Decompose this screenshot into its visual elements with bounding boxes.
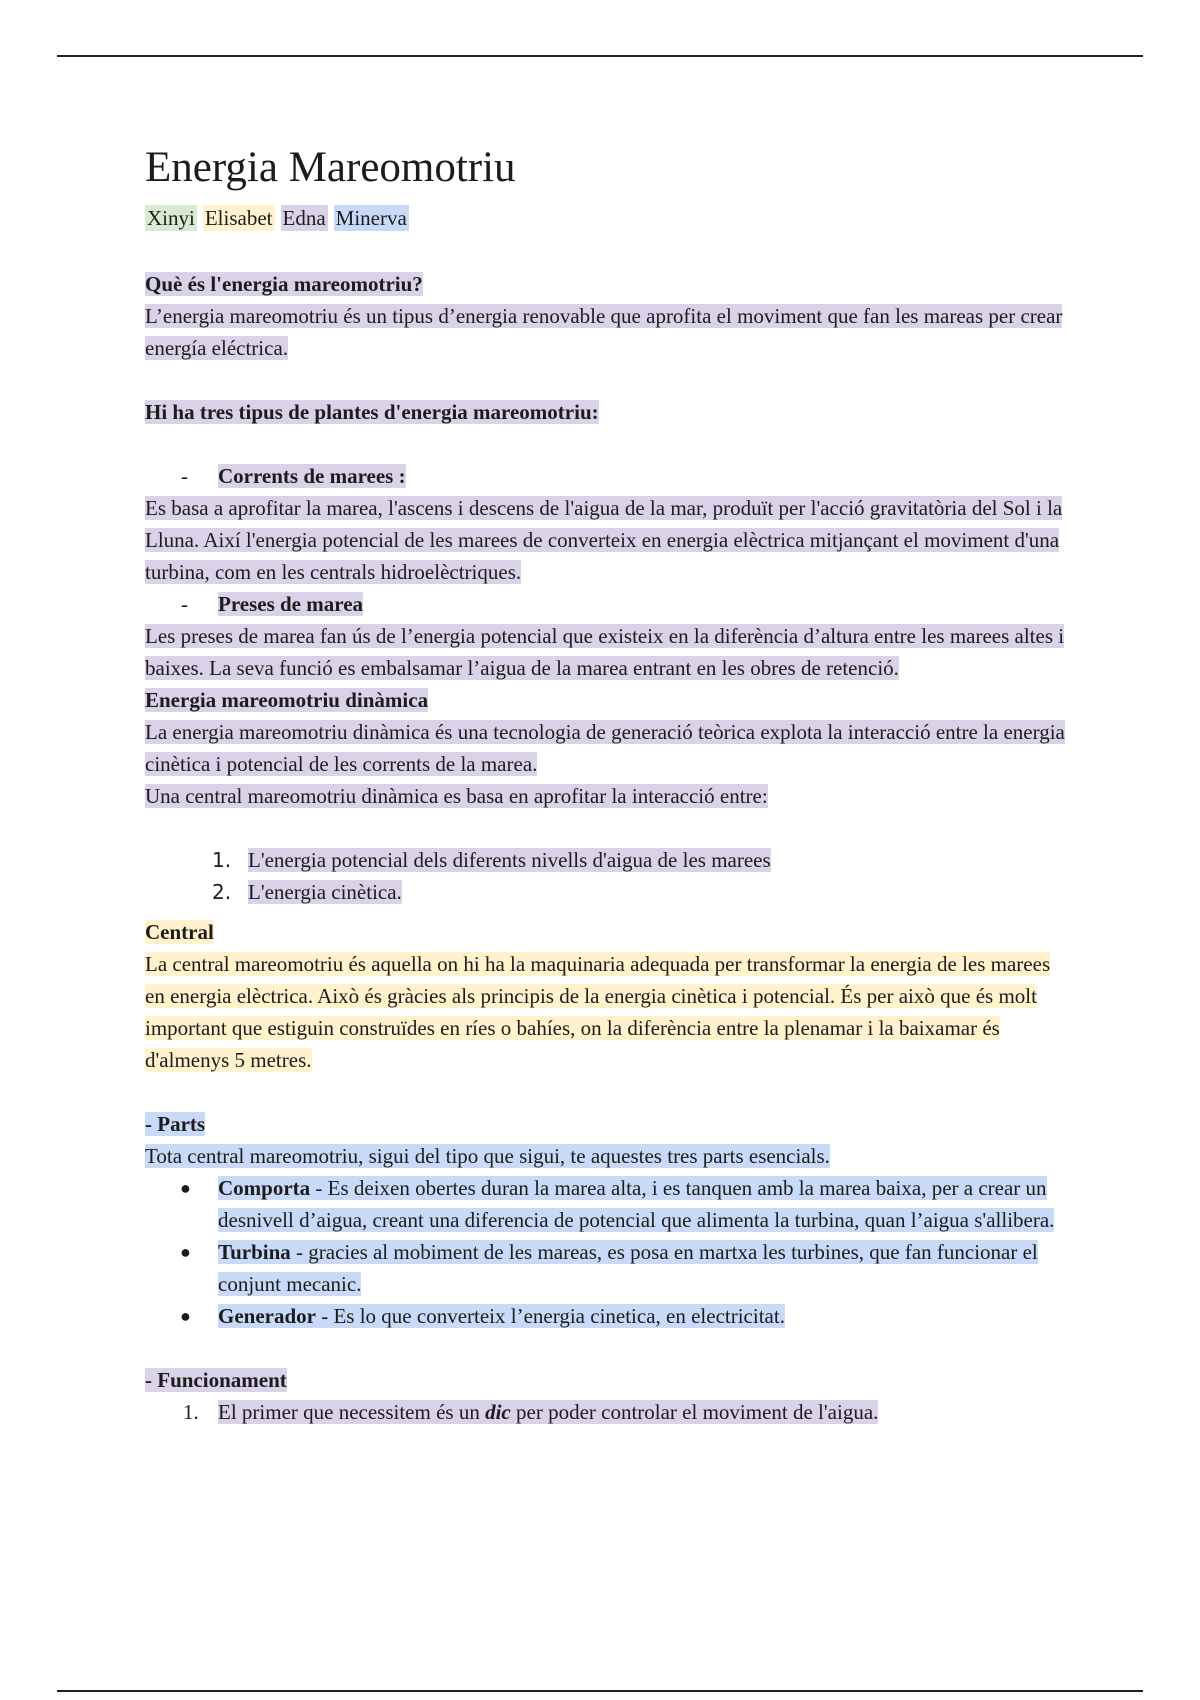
section-heading: - Funcionament [145,1368,287,1392]
list-item: 2. L'energia cinètica. [212,880,402,904]
paragraph: La central mareomotriu és aquella on hi ha la maquinaria adequada per transformar la energia de les marees en energia elèctrica. Això és gràcies als principis de la energia cinètica i potencial. És per això que és molt important que estiguin construïdes en ríes o bahíes, on la diferència entre la plenamar i la baixamar és d'almenys 5 metres. [145,952,1051,1072]
paragraph: L’energia mareomotriu és un tipus d’energia renovable que aprofita el moviment que fan les mareas per crear energía eléctrica. [145,304,1063,360]
list-item: ● Turbina - gracies al mobiment de les mareas, es posa en martxa les turbines, que fan funcionar el conjunt mecanic. [180,1240,1038,1296]
top-rule [57,55,1143,57]
numbered-list [145,844,1065,908]
section-heading: Central [145,920,214,944]
plant-type-list [145,588,1065,620]
paragraph: La energia mareomotriu dinàmica és una tecnologia de generació teòrica explota la interacció entre la energia cinètica i potencial de les corrents de la marea. [145,720,1065,776]
document-title: Energia Mareomotriu [145,144,516,191]
list-item: - Preses de marea [181,592,364,616]
list-item: - Corrents de marees : [181,464,406,488]
list-item: ● Comporta - Es deixen obertes duran la marea alta, i es tanquen amb la marea baixa, per a crear un desnivell d’aigua, creant una diferencia de potencial que alimenta la turbina, quan l’aigua s'allibera. [180,1176,1055,1232]
author-chip: Elisabet [204,206,273,230]
paragraph: Les preses de marea fan ús de l’energia potencial que existeix en la diferència d’altura entre les marees altes i baixes. La seva funció es embalsamar l’aigua de la marea entrant en les obres de retenció. [145,624,1065,680]
author-chip: Xinyi [147,206,195,230]
bottom-rule [57,1690,1143,1692]
author-chip: Edna [282,206,326,230]
section-heading: Hi ha tres tipus de plantes d'energia mareomotriu: [145,400,599,424]
section-heading: Què és l'energia mareomotriu? [145,272,423,296]
subheading: Energia mareomotriu dinàmica [145,688,429,712]
list-item: 1. L'energia potencial dels diferents nivells d'aigua de les marees [212,848,771,872]
section-heading: - Parts [145,1112,206,1136]
numbered-list [145,1396,1065,1428]
plant-type-list [145,460,1065,492]
author-chip: Minerva [335,206,407,230]
author-chips [145,202,1065,234]
list-item: ● Generador - Es lo que converteix l’energia cinetica, en electricitat. [180,1304,785,1328]
paragraph: Es basa a aprofitar la marea, l'ascens i descens de l'aigua de la mar, produït per l'acció gravitatòria del Sol i la Lluna. Així l'energia potencial de les marees de converteix en energia elèctrica mitjançant el moviment d'una turbina, com en les centrals hidroelèctriques. [145,496,1063,584]
paragraph: Tota central mareomotriu, sigui del tipo que sigui, te aquestes tres parts esencials. [145,1144,830,1168]
document-page [145,140,1065,1428]
list-item: 1. El primer que necessitem és un dic per poder controlar el moviment de l'aigua. [183,1400,879,1424]
parts-list [145,1172,1065,1332]
paragraph: Una central mareomotriu dinàmica es basa en aprofitar la interacció entre: [145,784,768,808]
